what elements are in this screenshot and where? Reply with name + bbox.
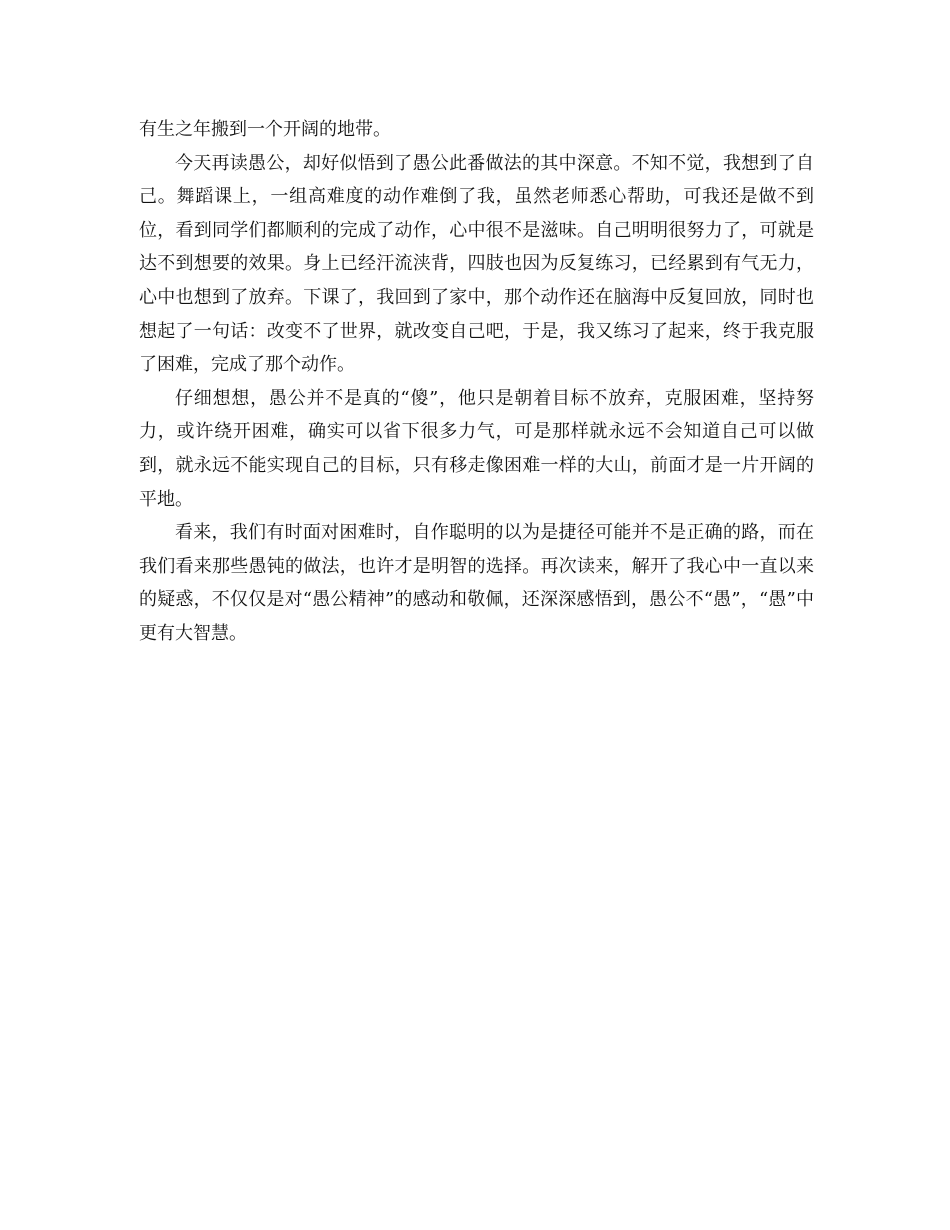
paragraph-reflection: 仔细想想，愚公并不是真的“傻”，他只是朝着目标不放弃，克服困难，坚持努力，或许绕开困难，确实可以省下很多力气，可是那样就永远不会知道自己可以做到，就永远不能实现自己的目标，只有移走像困难一样的大山，前面才是一片开阔的平地。 (139, 387, 814, 510)
paragraph-continuation: 有生之年搬到一个开阔的地带。 (139, 119, 391, 140)
paragraph-conclusion: 看来，我们有时面对困难时，自作聪明的以为是捷径可能并不是正确的路，而在我们看来那些愚钝的做法，也许才是明智的选择。再次读来，解开了我心中一直以来的疑惑，不仅仅是对“愚公精神”的感动和敬佩，还深深感悟到，愚公不“愚”，“愚”中更有大智慧。 (139, 522, 814, 644)
document-page (139, 113, 814, 651)
paragraph-dance-class: 今天再读愚公，却好似悟到了愚公此番做法的其中深意。不知不觉，我想到了自己。舞蹈课上，一组高难度的动作难倒了我，虽然老师悉心帮助，可我还是做不到位，看到同学们都顺利的完成了动作，心中很不是滋味。自己明明很努力了，可就是达不到想要的效果。身上已经汗流浃背，四肢也因为反复练习，已经累到有气无力，心中也想到了放弃。下课了，我回到了家中，那个动作还在脑海中反复回放，同时也想起了一句话：改变不了世界，就改变自己吧，于是，我又练习了起来，终于我克服了困难，完成了那个动作。 (139, 152, 814, 376)
